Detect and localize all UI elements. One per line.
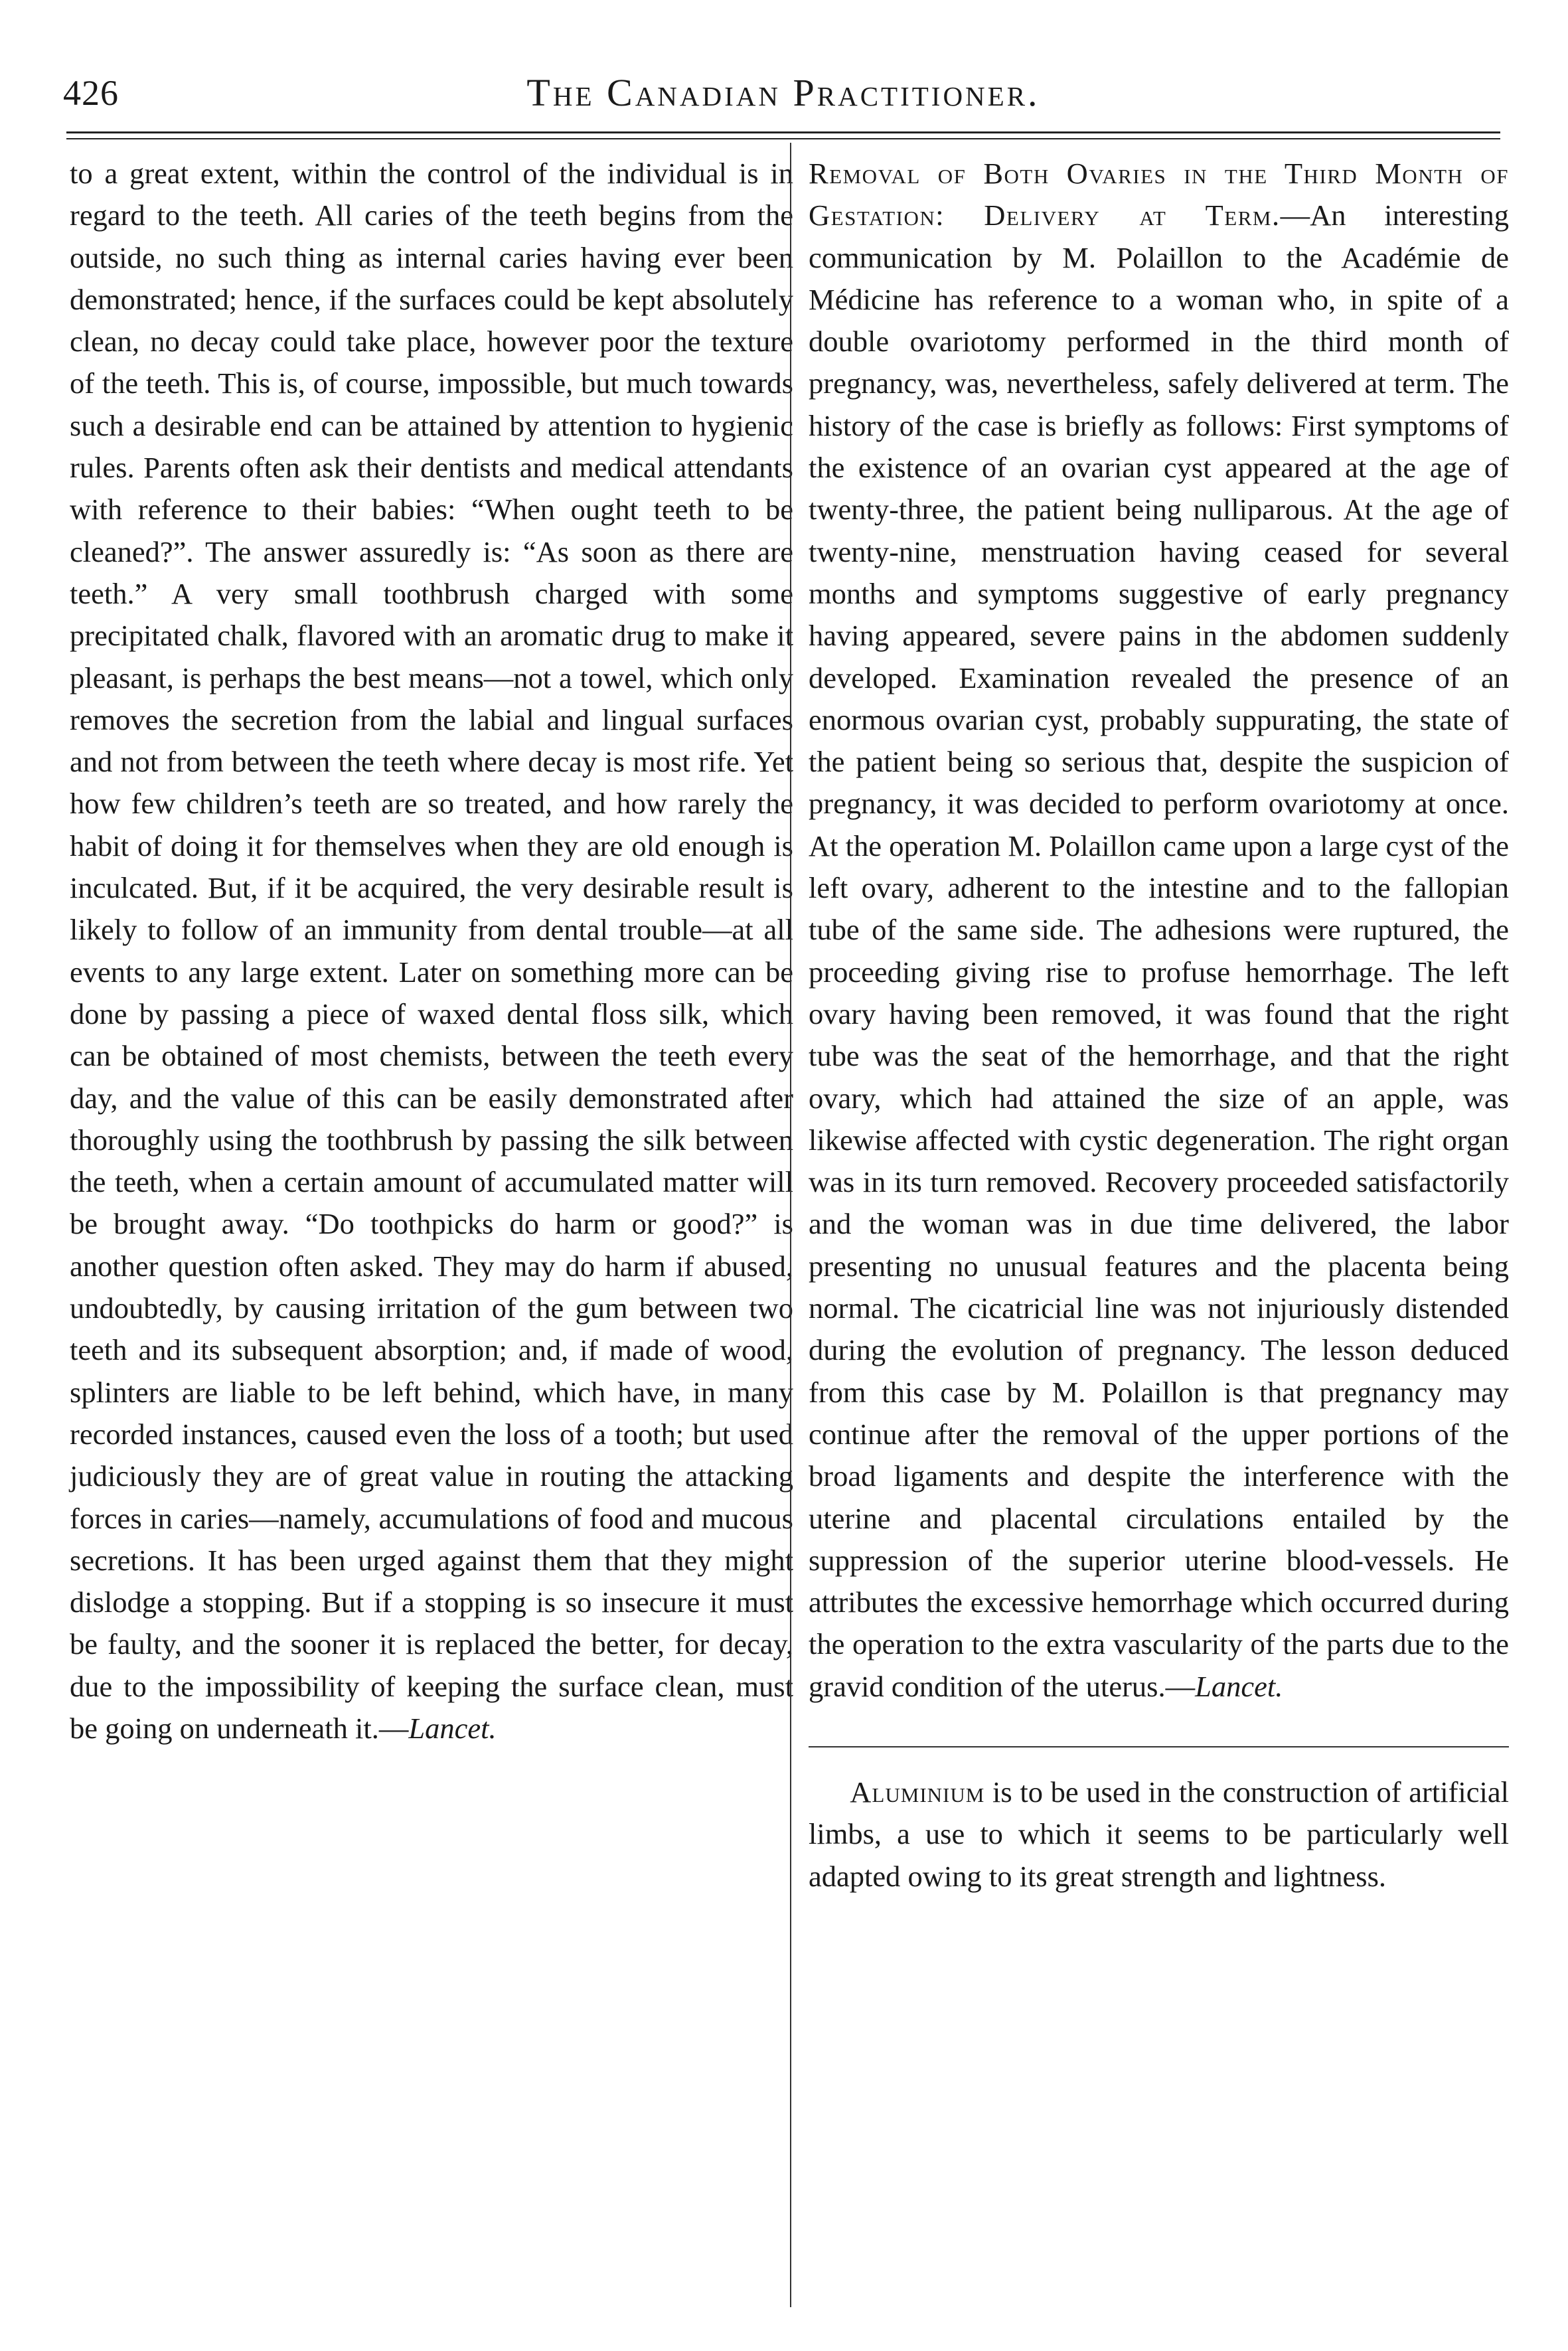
ovaries-article-paragraph bbox=[809, 153, 1509, 1708]
aluminium-article-lead: Aluminium bbox=[850, 1775, 985, 1809]
header-rule-bottom bbox=[66, 138, 1500, 139]
page-number: 426 bbox=[63, 73, 119, 113]
dental-article-text: to a great extent, within the control of the individual is in regard to the teeth. All caries of the teeth begins from the outside, no such thing as internal caries having ever been demonstrated; hence, if the surfaces could be kept absolutely clean, no decay could take place, however poor the texture of the teeth. This is, of course, impossible, but much towards such a desirable end can be attained by attention to hygienic rules. Parents often ask their dentists and medical attendants with reference to their babies: “When ought teeth to be cleaned?”. The answer assuredly is: “As soon as there are teeth.” A very small toothbrush charged with some precipitated chalk, flavored with an aromatic drug to make it pleasant, is perhaps the best means—not a towel, which only removes the secretion from the labial and lingual surfaces and not from between the teeth where decay is most rife. Yet how few children’s teeth are so treated, and how rarely the habit of doing it for themselves when they are old enough is inculcated. But, if it be acquired, the very desirable result is likely to follow of an immunity from dental trouble—at all events to any large extent. Later on something more can be done by passing a piece of waxed dental floss silk, which can be obtained of most chemists, between the teeth every day, and the value of this can be easily demonstrated after thoroughly using the toothbrush by passing the silk between the teeth, when a certain amount of accumulated matter will be brought away. “Do toothpicks do harm or good?” is another question often asked. They may do harm if abused, undoubtedly, by causing irritation of the gum between two teeth and its subsequent absorption; and, if made of wood, splinters are liable to be left behind, which have, in many recorded instances, caused even the loss of a tooth; but used judiciously they are of great value in routing the attacking forces in caries—namely, accumulations of food and mucous secretions. It has been urged against them that they might dislodge a stopping. But if a stopping is so insecure it must be faulty, and the sooner it is replaced the better, for decay, due to the impossibility of keeping the surface clean, must be going on underneath it.— bbox=[70, 157, 793, 1745]
dental-article-paragraph bbox=[70, 153, 793, 1749]
column-divider bbox=[790, 143, 791, 2307]
section-divider bbox=[809, 1746, 1509, 1747]
page-header bbox=[63, 63, 1504, 123]
ovaries-article-source: Lancet. bbox=[1195, 1669, 1283, 1703]
aluminium-article-paragraph bbox=[809, 1771, 1509, 1898]
ovaries-article-body: —An interesting communication by M. Polaillon to the Académie de Médicine has reference to a woman who, in spite of a double ovariotomy performed in the third month of pregnancy, was, nevertheless, safely delivered at term. The history of the case is briefly as follows: First symptoms of the existence of an ovarian cyst appeared at the age of twenty-three, the patient being nulliparous. At the age of twenty-nine, menstruation having ceased for several months and symptoms suggestive of early pregnancy having appeared, severe pains in the abdomen suddenly developed. Examination revealed the presence of an enormous ovarian cyst, probably suppurating, the state of the patient being so serious that, despite the suspicion of pregnancy, it was decided to perform ovariotomy at once. At the operation M. Polaillon came upon a large cyst of the left ovary, adherent to the intestine and to the fallopian tube of the same side. The adhesions were ruptured, the proceeding giving rise to profuse hemorrhage. The left ovary having been removed, it was found that the right tube was the seat of the hemorrhage, and that the right ovary, which had attained the size of an apple, was likewise affected with cystic degeneration. The right organ was in its turn removed. Recovery proceeded satisfactorily and the woman was in due time delivered, the labor presenting no unusual features and the placenta being normal. The cicatricial line was not injuriously distended during the evolution of pregnancy. The lesson deduced from this case by M. Polaillon is that pregnancy may continue after the removal of the upper portions of the broad ligaments and despite the interference with the uterine and placental circulations entailed by the suppression of the superior uterine blood-vessels. He attributes the excessive hemorrhage which occurred during the operation to the extra vascularity of the parts due to the gravid condition of the uterus.— bbox=[809, 199, 1509, 1703]
left-column bbox=[70, 153, 793, 1749]
dental-article-source: Lancet. bbox=[408, 1711, 497, 1745]
aluminium-article-body: is to be used in the construction of artificial limbs, a use to which it seems to be particularly well adapted owing to its great strength and lightness. bbox=[809, 1775, 1509, 1893]
running-title: The Canadian Practitioner. bbox=[526, 71, 1040, 114]
right-column bbox=[809, 153, 1509, 1898]
ovaries-article-heading: Removal of Both Ovaries in the Third Month of Gestation: Delivery at Term. bbox=[809, 157, 1509, 232]
header-rule-top bbox=[66, 131, 1500, 133]
